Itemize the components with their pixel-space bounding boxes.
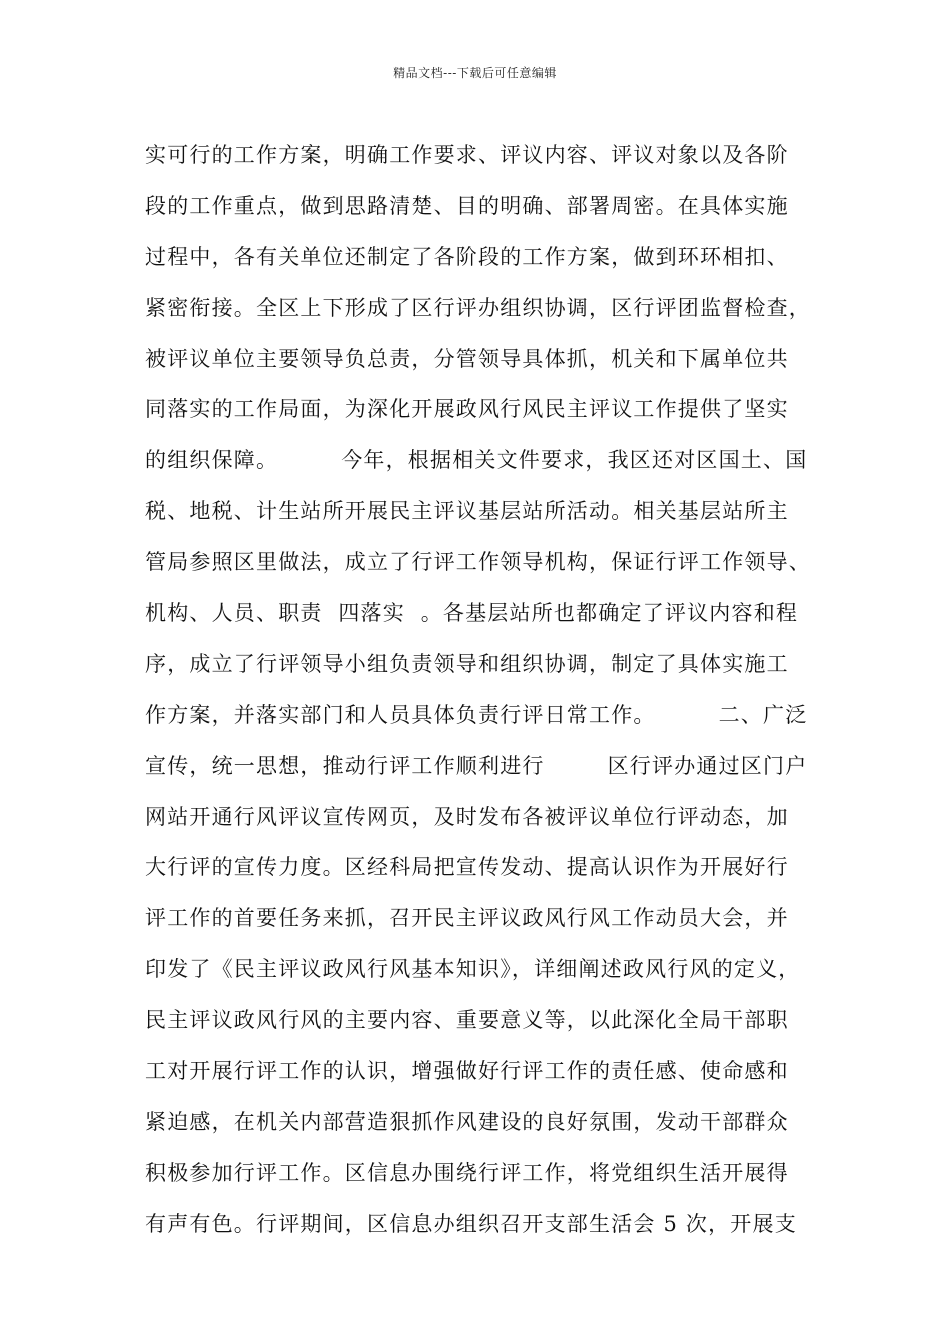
page-header: 精品文档---下载后可任意编辑 — [393, 66, 557, 80]
text-line: 宣传，统一思想，推动行评工作顺利进行 区行评办通过区门户 — [145, 753, 808, 778]
text-line: 有声有色。行评期间，区信息办组织召开支部生活会 5 次，开展支 — [145, 1211, 797, 1236]
text-line: 过程中，各有关单位还制定了各阶段的工作方案，做到环环相扣、 — [145, 244, 789, 269]
text-line: 被评议单位主要领导负总责，分管领导具体抓，机关和下属单位共 — [145, 346, 789, 371]
text-line: 税、地税、计生站所开展民主评议基层站所活动。相关基层站所主 — [145, 499, 789, 524]
text-line: 民主评议政风行风的主要内容、重要意义等，以此深化全局干部职 — [145, 1008, 789, 1033]
text-line: 网站开通行风评议宣传网页，及时发布各被评议单位行评动态，加 — [145, 804, 789, 829]
text-line: 实可行的工作方案，明确工作要求、评议内容、评议对象以及各阶 — [145, 143, 789, 167]
text-line: 作方案，并落实部门和人员具体负责行评日常工作。 二、广泛 — [145, 702, 808, 727]
text-line: 评工作的首要任务来抓，召开民主评议政风行风工作动员大会，并 — [145, 906, 789, 931]
text-line: 紧密衔接。全区上下形成了区行评办组织协调，区行评团监督检查， — [145, 295, 811, 320]
text-line: 机构、人员、职责 四落实 。各基层站所也都确定了评议内容和程 — [145, 601, 799, 626]
text-line: 紧迫感，在机关内部营造狠抓作风建设的良好氛围，发动干部群众 — [145, 1109, 789, 1134]
text-line: 的组织保障。 今年，根据相关文件要求，我区还对区国土、国 — [145, 448, 808, 473]
text-line: 管局参照区里做法，成立了行评工作领导机构，保证行评工作领导、 — [145, 550, 811, 575]
text-line: 大行评的宣传力度。区经科局把宣传发动、提高认识作为开展好行 — [145, 855, 789, 880]
text-line: 工对开展行评工作的认识，增强做好行评工作的责任感、使命感和 — [145, 1059, 789, 1084]
text-line: 段的工作重点，做到思路清楚、目的明确、部署周密。在具体实施 — [145, 193, 789, 218]
text-line: 序，成立了行评领导小组负责领导和组织协调，制定了具体实施工 — [145, 651, 789, 676]
document-body — [145, 130, 835, 1250]
text-line: 积极参加行评工作。区信息办围绕行评工作，将党组织生活开展得 — [145, 1160, 789, 1185]
text-line: 印发了《民主评议政风行风基本知识》，详细阐述政风行风的定义， — [145, 957, 801, 982]
text-line: 同落实的工作局面，为深化开展政风行风民主评议工作提供了坚实 — [145, 397, 789, 422]
